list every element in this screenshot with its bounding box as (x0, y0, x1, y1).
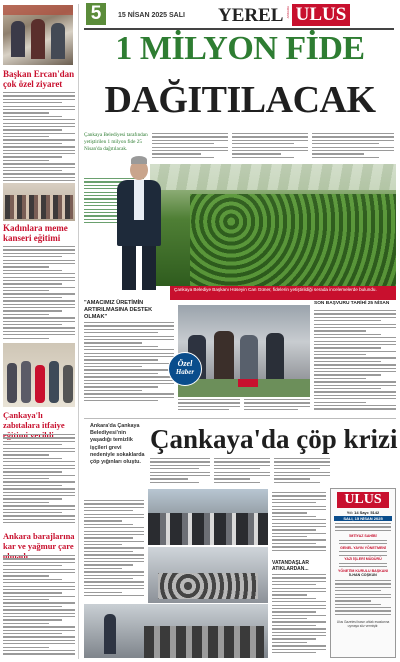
imprint-date: SALI, 15 NİSAN 2025 (334, 516, 392, 521)
main-photo (150, 164, 396, 286)
lower-body-col-3 (274, 458, 330, 488)
left-story-1-title: Başkan Ercan'dan çok özel ziyaret (3, 69, 75, 89)
badge-line-2: Haber (175, 368, 195, 376)
main-quote: "AMACIMIZ ÜRETİMİN ARTIRILMASINA DESTEK OLMAK" (84, 300, 153, 320)
main-body-col-3 (312, 133, 394, 163)
street-photo-3 (84, 604, 268, 658)
imprint-editor-title: GENEL YAYIN YÖNETMENİ (340, 545, 386, 550)
left-story-1-body (3, 92, 75, 184)
main-headline-line1: 1 MİLYON FİDE (115, 30, 365, 67)
lower-body-col-2 (214, 458, 270, 488)
right-body (314, 310, 396, 414)
imprint-address (335, 523, 391, 533)
ceremony-photo (178, 305, 310, 397)
main-intro: Çankaya Belediyesi tarafından yetiştirilen 1 milyon fide 25 Nisan'da dağıtılacak. (84, 132, 148, 152)
imprint-contacts (335, 580, 391, 618)
page-number-box: 5 (86, 3, 106, 25)
lower-mid-body (272, 492, 326, 556)
main-photo-person (108, 154, 170, 294)
imprint-logo: ULUS (337, 492, 389, 508)
main-body-col-2 (232, 133, 308, 163)
lower-intro: Ankara'da Çankaya Belediyesi'nin yaşadığı temizlik işçileri grevi nedeniyle sokaklarda çöp yığınları oluştu. (90, 423, 145, 466)
imprint-board-title: YÖNETİM KURULU BAŞKANI (338, 568, 388, 573)
logo-small-text: ANKARA (286, 6, 290, 19)
street-photo-2 (148, 547, 268, 603)
street-photo-1 (148, 489, 268, 545)
ceremony-caption-col (178, 399, 240, 415)
lower-subhead: VATANDAŞLAR ATIKLARDAN... (272, 560, 309, 572)
left-photo-3 (3, 343, 75, 407)
section-title: YEREL (218, 5, 284, 26)
imprint-box (330, 488, 396, 658)
ceremony-caption-col-2 (244, 399, 310, 415)
imprint-footer: Ulus Gazetesi basın ahlak esaslarına uymaya söz vermiştir. (336, 619, 390, 628)
imprint-editor-names (339, 551, 387, 557)
left-column-divider (78, 4, 79, 659)
imprint-board-name: İLHAN COŞKUN (349, 573, 377, 578)
imprint-owner-title: İMTİYAZ SAHİBİ (349, 534, 377, 538)
ulus-logo: ULUS (292, 4, 350, 26)
imprint-owner-names (339, 540, 387, 546)
ozel-haber-badge (168, 352, 202, 386)
main-headline-line2: DAĞITILACAK (104, 79, 376, 121)
left-story-4-body (3, 555, 75, 659)
left-photo-1 (3, 5, 73, 65)
badge-line-1: Özel (177, 359, 193, 368)
right-subhead: SON BAŞVURU TARİHİ 25 NİSAN (314, 301, 390, 306)
left-story-4-title: Ankara barajlarına kar ve yağmur çare (3, 531, 75, 551)
lower-body-col-1 (150, 458, 210, 488)
left-story-2-body (3, 246, 75, 342)
left-photo-2 (3, 183, 75, 221)
left-story-2-title: Kadınlara meme kanseri eğitimi (3, 223, 68, 243)
imprint-manager-names (339, 563, 387, 569)
left-story-3-body (3, 434, 75, 526)
section-divider (84, 418, 396, 419)
issue-date: 15 NİSAN 2025 SALI (118, 12, 185, 19)
imprint-year: Yıl: 14 Sayı: 5142 (346, 510, 380, 515)
lower-left-body (84, 500, 144, 600)
lower-right-body (272, 574, 326, 658)
quote-body (84, 322, 174, 404)
left-story-3-title: Çankaya'lı zabıtalara itfaiye (3, 410, 65, 430)
lower-headline: Çankaya'da çöp krizi (150, 424, 398, 454)
imprint-manager-title: YAZI İŞLERİ MÜDÜRÜ (344, 557, 382, 562)
main-photo-caption: Çankaya Belediye Başkanı Hüseyin Can Güner, fidelerin yetiştirildiği serada incelemelerde bulundu. (170, 286, 396, 300)
